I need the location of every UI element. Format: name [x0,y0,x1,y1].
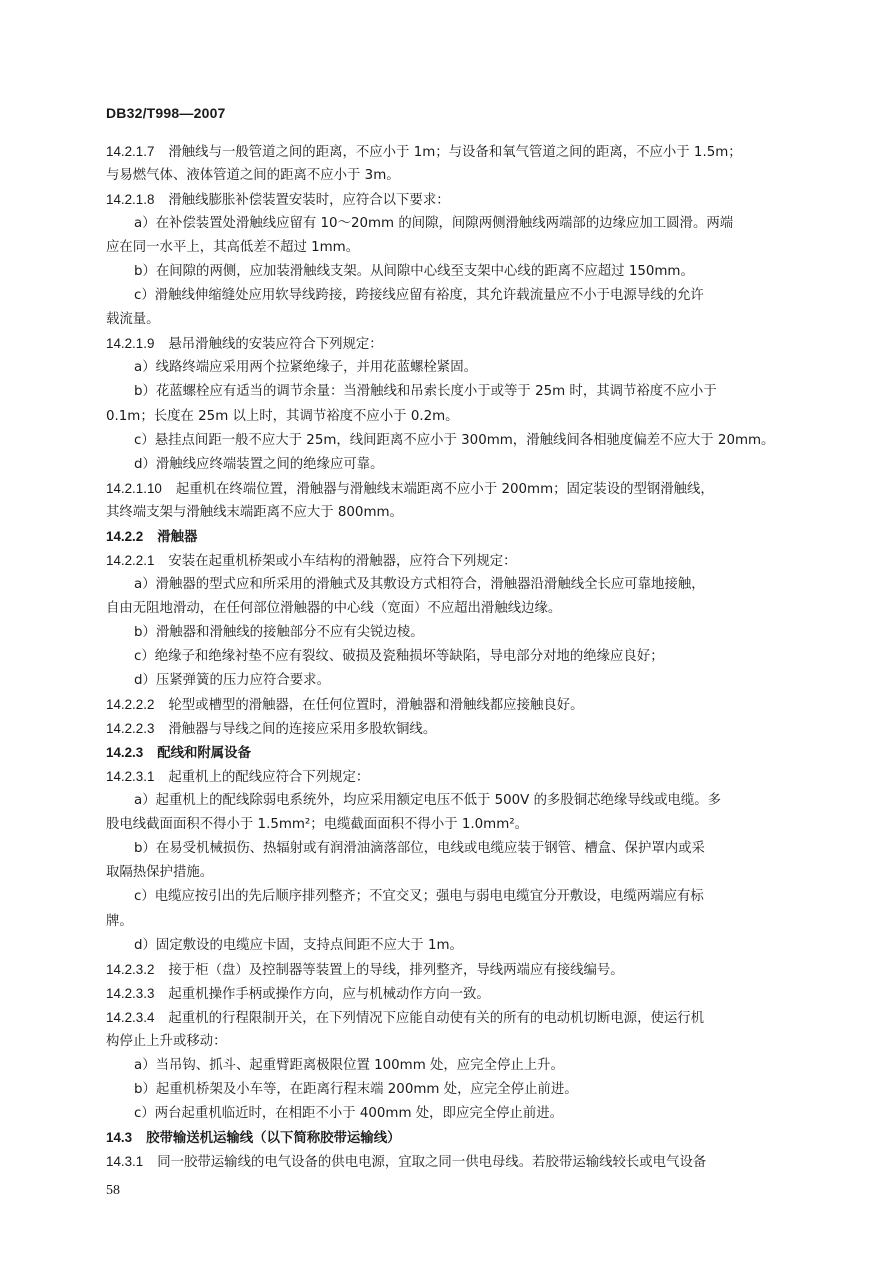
line-text: 滑触器 [157,529,198,545]
line-text: b）滑触器和滑触线的接触部分不应有尖锐边棱。 [134,624,424,640]
line-text: 股电线截面面积不得小于 1.5mm²；电缆截面面积不得小于 1.0mm²。 [106,817,528,833]
text-line [106,1102,808,1126]
clause-line [106,549,808,573]
clause-number: 14.2.3.4 [106,1009,155,1025]
clause-line [106,1150,808,1174]
text-line [106,597,808,621]
text-line [106,813,808,837]
line-text: 接于柜（盘）及控制器等装置上的导线，排列整齐，导线两端应有接线编号。 [168,962,624,978]
text-line [106,405,808,429]
text-line [106,308,808,332]
text-line [106,501,808,525]
text-line [106,837,808,861]
clause-number: 14.2.1.8 [106,192,155,208]
clause-number: 14.2.1.7 [106,144,155,159]
line-text: a）在补偿装置处滑触线应留有 10～20mm 的间隙，间隙两侧滑触线两端部的边缘应加工圆滑。两端 [134,216,734,232]
text-line [106,429,808,453]
text-line [106,284,808,308]
clause-line [106,1006,808,1030]
text-line [106,861,808,885]
line-text: 同一胶带运输线的电气设备的供电电源，宜取之同一供电母线。若胶带运输线较长或电气设备 [157,1154,707,1170]
section-heading [106,741,808,765]
text-line [106,260,808,284]
line-text: 滑触器与导线之间的连接应采用多股软铜线。 [168,722,437,738]
line-text: 应在同一水平上，其高低差不超过 1mm。 [106,240,360,256]
line-text: c）滑触线伸缩缝处应用软导线跨接，跨接线应留有裕度，其允许载流量应不小于电源导线的允许 [134,288,704,304]
line-text: 与易燃气体、液体管道之间的距离不应小于 3m。 [106,168,400,184]
line-text: c）悬挂点间距一般不应大于 25m，线间距离不应小于 300mm，滑触线间各相驰度偏差不应大于 20mm。 [134,432,775,448]
line-text: 起重机的行程限制开关，在下列情况下应能自动使有关的所有的电动机切断电源，使运行机 [168,1010,705,1026]
clause-line [106,140,808,164]
clause-number: 14.2.2.1 [106,552,155,568]
clause-number: 14.2.3.3 [106,985,155,1001]
clause-line [106,332,808,356]
clause-number: 14.2.3.2 [106,961,155,977]
clause-line [106,958,808,982]
line-text: c）电缆应按引出的先后顺序排列整齐；不宜交叉；强电与弱电电缆宜分开敷设，电缆两端应有标 [134,889,704,905]
text-line [106,885,808,909]
clause-line [106,477,808,501]
clause-line [106,982,808,1006]
line-text: a）当吊钩、抓斗、起重臂距离极限位置 100mm 处，应完全停止上升。 [134,1057,564,1073]
line-text: a）滑触器的型式应和所采用的滑触式及其敷设方式相符合，滑触器沿滑触线全长应可靠地接触， [134,576,705,592]
text-line [106,1030,808,1054]
clause-line [106,765,808,789]
line-text: 0.1m；长度在 25m 以上时，其调节裕度不应小于 0.2m。 [106,408,459,424]
line-text: a）线路终端应采用两个拉紧绝缘子，并用花蓝螺栓紧固。 [134,360,477,376]
clause-number: 14.3.1 [106,1153,144,1169]
line-text: 起重机在终端位置，滑触器与滑触线末端距离不应小于 200mm；固定装设的型钢滑触线， [175,481,714,497]
page-number: 58 [106,1183,120,1198]
clause-number: 14.3 [106,1129,133,1145]
text-line [106,789,808,813]
text-line [106,1054,808,1078]
text-line [106,356,808,380]
line-text: c）绝缘子和绝缘衬垫不应有裂纹、破损及瓷釉损坏等缺陷，导电部分对地的绝缘应良好； [134,648,664,664]
text-line [106,212,808,236]
clause-number: 14.2.3.1 [106,769,155,785]
line-text: b）花蓝螺栓应有适当的调节余量：当滑触线和吊索长度小于或等于 25m 时，其调节裕度不应小于 [134,384,717,400]
text-line [106,934,808,958]
line-text: a）起重机上的配线除弱电系统外，均应采用额定电压不低于 500V 的多股铜芯绝缘导线或电缆。多 [134,793,722,809]
line-text: 滑触线膨胀补偿装置安装时，应符合以下要求： [168,193,450,209]
line-text: 载流量。 [106,312,160,328]
line-text: 安装在起重机桥架或小车结构的滑触器，应符合下列规定： [168,553,517,569]
clause-line [106,188,808,212]
line-text: 牌。 [106,913,133,929]
section-heading [106,1126,808,1150]
clause-number: 14.2.1.9 [106,336,155,352]
text-line [106,573,808,597]
text-line [106,621,808,645]
line-text: c）两台起重机临近时，在相距不小于 400mm 处，即应完全停止前进。 [134,1105,564,1121]
line-text: 取隔热保护措施。 [106,865,214,881]
line-text: 配线和附属设备 [157,746,251,762]
clause-number: 14.2.1.10 [106,480,162,496]
text-line [106,453,808,477]
clause-line [106,693,808,717]
line-text: 轮型或槽型的滑触器，在任何位置时，滑触器和滑触线都应接触良好。 [168,698,584,714]
line-text: 构停止上升或移动： [106,1033,227,1049]
line-text: 悬吊滑触线的安装应符合下列规定： [168,337,383,353]
clause-number: 14.2.3 [106,745,144,761]
document-body [106,140,808,1174]
text-line [106,645,808,669]
clause-line [106,717,808,741]
section-heading [106,525,808,549]
text-line [106,380,808,404]
line-text: 自由无阻地滑动，在任何部位滑触器的中心线（宽面）不应超出滑触线边缘。 [106,600,562,616]
line-text: d）滑触线应终端装置之间的绝缘应可靠。 [134,456,384,472]
text-line [106,1078,808,1102]
clause-number: 14.2.2.2 [106,697,155,713]
line-text: d）固定敷设的电缆应卡固，支持点间距不应大于 1m。 [134,937,463,953]
line-text: 滑触线与一般管道之间的距离，不应小于 1m；与设备和氧气管道之间的距离，不应小于 1.5m； [168,145,742,160]
text-line [106,236,808,260]
line-text: 起重机上的配线应符合下列规定： [168,770,370,786]
line-text: b）起重机桥架及小车等，在距离行程末端 200mm 处，应完全停止前进。 [134,1081,578,1097]
text-line [106,910,808,934]
document-code: DB32/T998—2007 [106,105,226,121]
text-line [106,669,808,693]
line-text: 胶带输送机运输线（以下简称胶带运输线） [146,1130,401,1146]
line-text: d）压紧弹簧的压力应符合要求。 [134,673,330,689]
line-text: 其终端支架与滑触线末端距离不应大于 800mm。 [106,504,403,520]
line-text: 起重机操作手柄或操作方向，应与机械动作方向一致。 [168,986,490,1002]
line-text: b）在易受机械损伤、热辐射或有润滑油滴落部位，电线或电缆应装于钢管、槽盒、保护罩内或采 [134,841,705,857]
clause-number: 14.2.2 [106,528,144,544]
text-line [106,164,808,188]
line-text: b）在间隙的两侧，应加装滑触线支架。从间隙中心线至支架中心线的距离不应超过 150mm。 [134,264,694,280]
clause-number: 14.2.2.3 [106,721,155,737]
